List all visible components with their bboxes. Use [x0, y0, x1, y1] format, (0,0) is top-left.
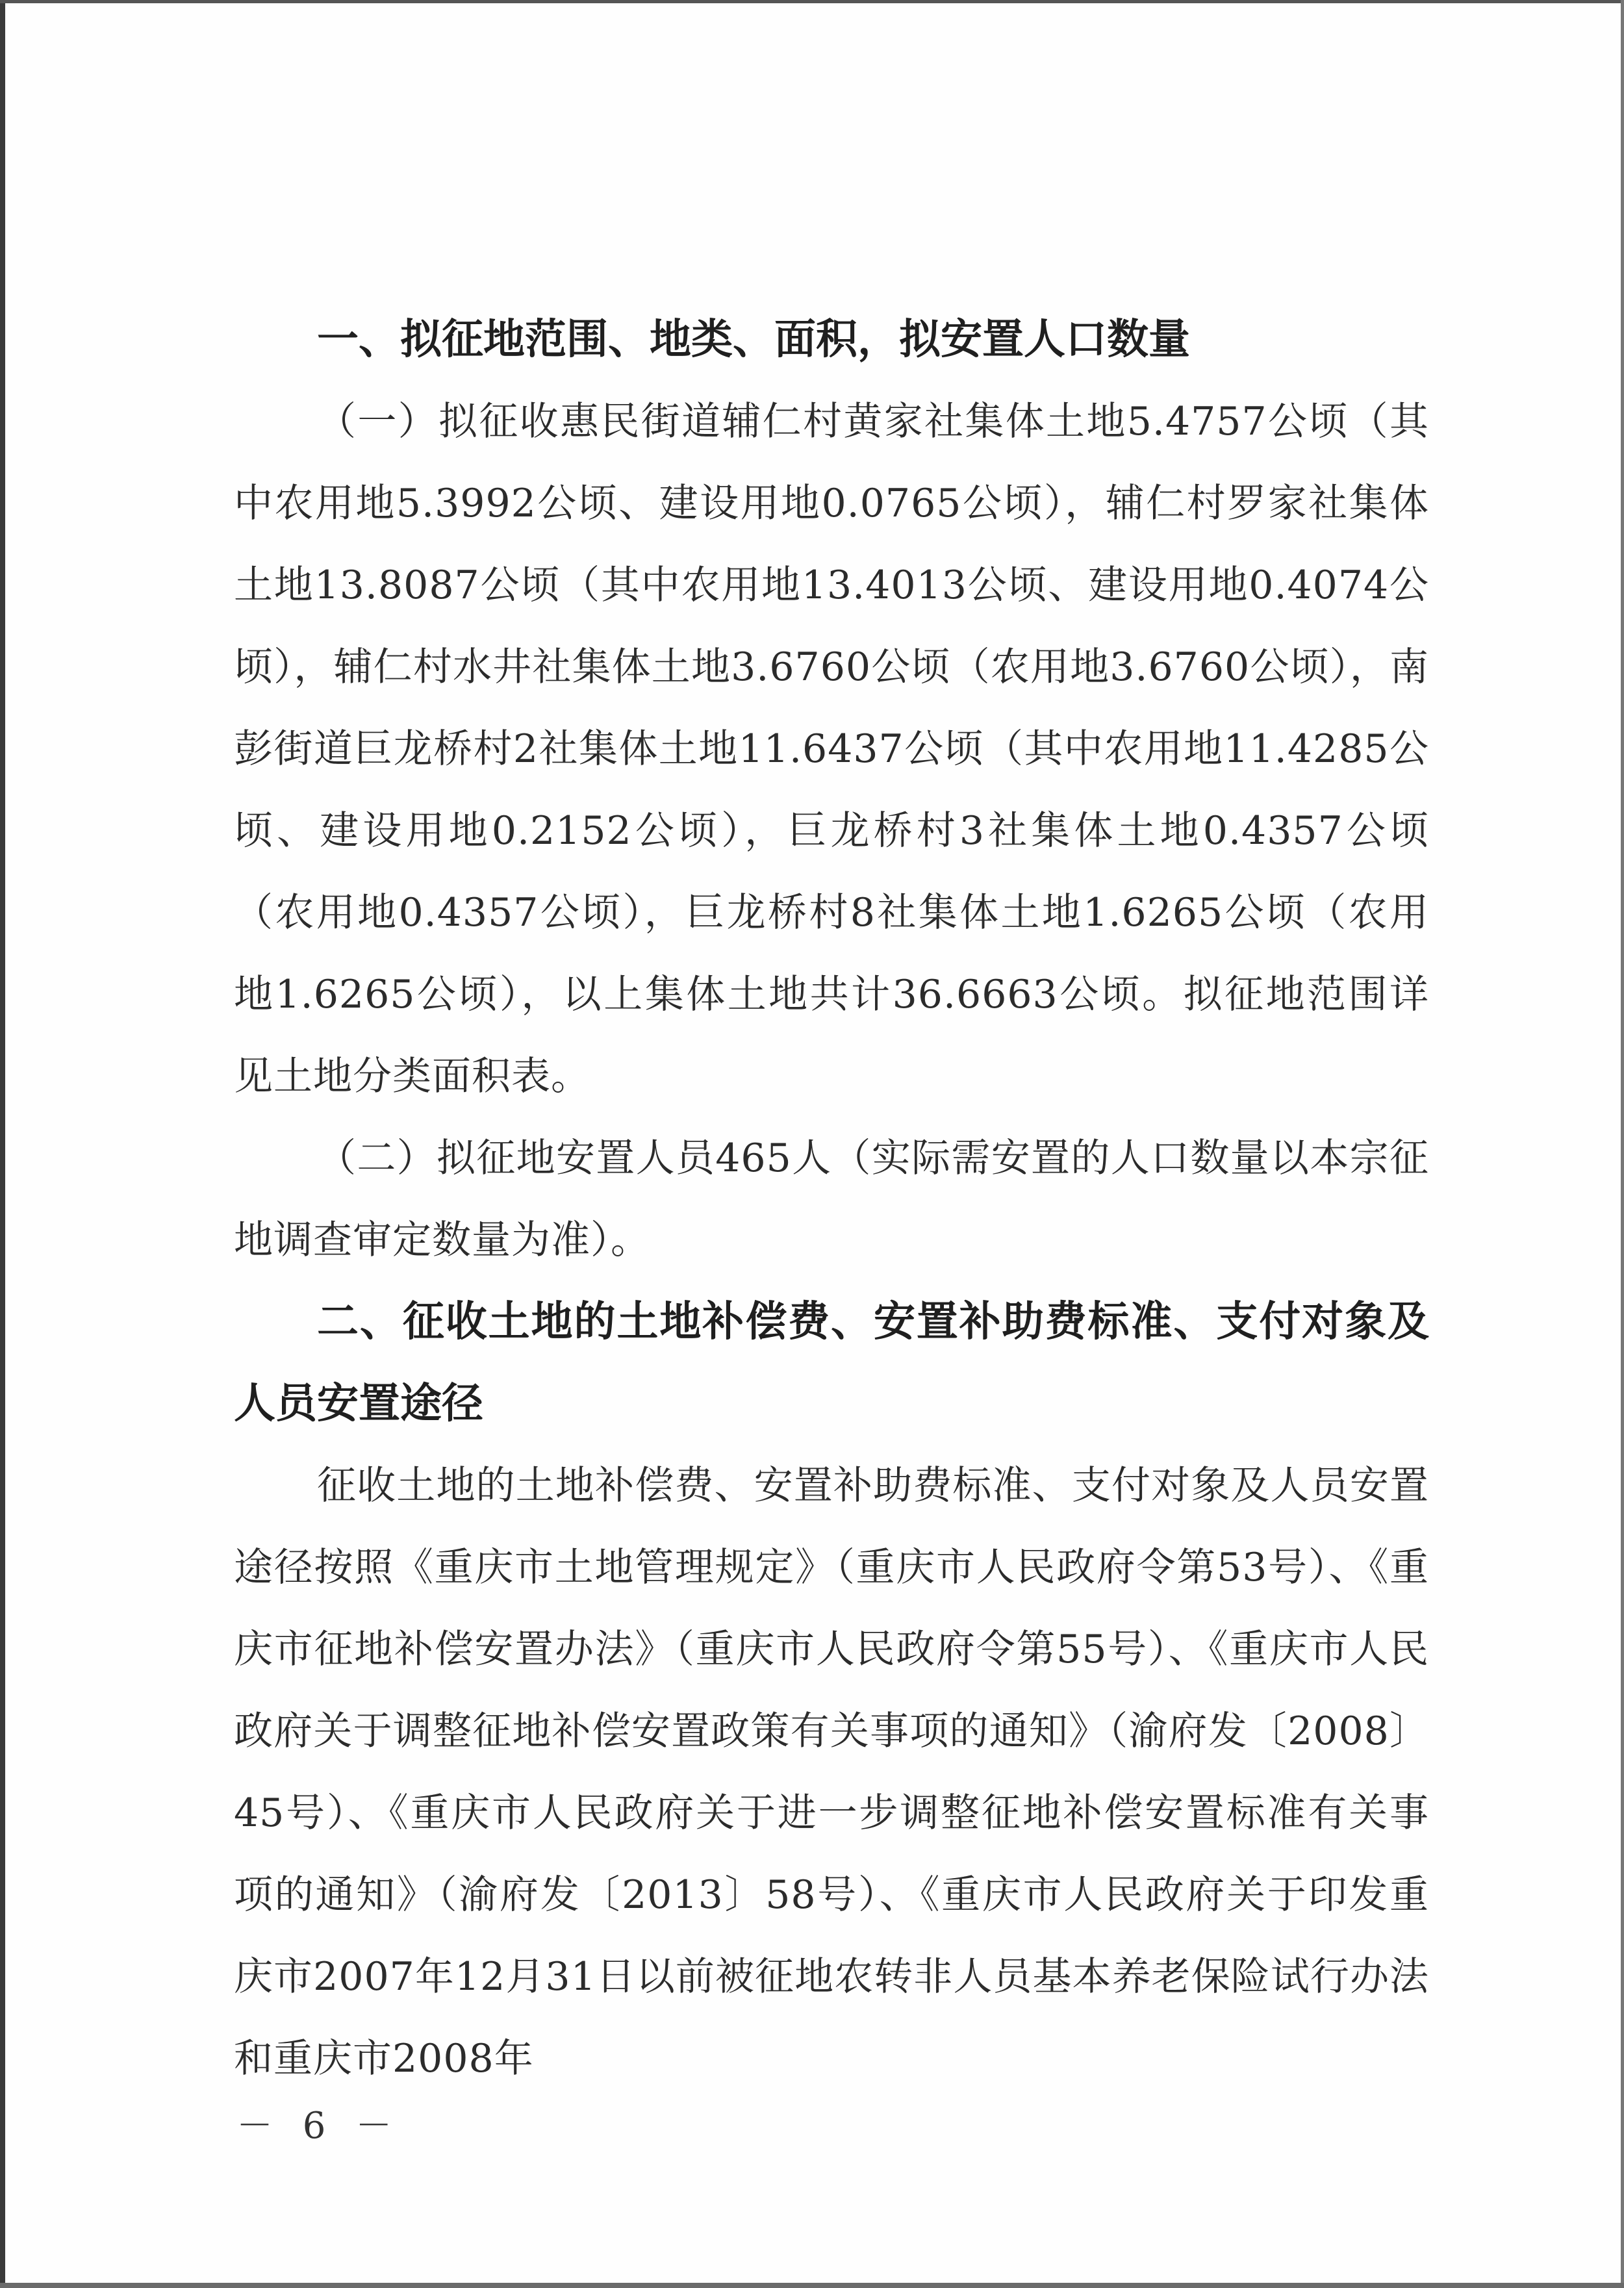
section-1-paragraph-2: （二）拟征地安置人员465人（实际需安置的人口数量以本宗征地调查审定数量为准）。 — [234, 1136, 1429, 1263]
page-number: － 6 － — [236, 2105, 401, 2147]
document-body — [234, 299, 1429, 2100]
section-1-heading: 一、拟征地范围、地类、面积，拟安置人口数量 — [317, 316, 1190, 364]
section-1-paragraph-1: （一）拟征收惠民街道辅仁村黄家社集体土地5.4757公顷（其中农用地5.3992公顷、建设用地0.0765公顷），辅仁村罗家社集体土地13.8087公顷（其中农用地13.4013公顷、建设用地0.4074公顷），辅仁村水井社集体土地3.6760公顷（农用地3.6760公顷），南彭街道巨龙桥村2社集体土地11.6437公顷（其中农用地11.4285公顷、建设用地0.2152公顷），巨龙桥村3社集体土地0.4357公顷（农用地0.4357公顷），巨龙桥村8社集体土地1.6265公顷（农用地1.6265公顷），以上集体土地共计36.6663公顷。拟征地范围详见土地分类面积表。 — [234, 399, 1429, 1099]
scan-border-right — [1621, 0, 1624, 2288]
section-2-heading: 二、征收土地的土地补偿费、安置补助费标准、支付对象及人员安置途径 — [234, 1298, 1429, 1428]
scan-border-bottom — [0, 2283, 1624, 2288]
scan-border-top — [0, 0, 1624, 3]
scan-border-left — [0, 0, 5, 2288]
section-2-paragraph-1: 征收土地的土地补偿费、安置补助费标准、支付对象及人员安置途径按照《重庆市土地管理规定》（重庆市人民政府令第53号）、《重庆市征地补偿安置办法》（重庆市人民政府令第55号）、《重庆市人民政府关于调整征地补偿安置政策有关事项的通知》（渝府发〔2008〕45号）、《重庆市人民政府关于进一步调整征地补偿安置标准有关事项的通知》（渝府发〔2013〕58号）、《重庆市人民政府关于印发重庆市2007年12月31日以前被征地农转非人员基本养老保险试行办法和重庆市2008年 — [234, 1463, 1429, 2081]
